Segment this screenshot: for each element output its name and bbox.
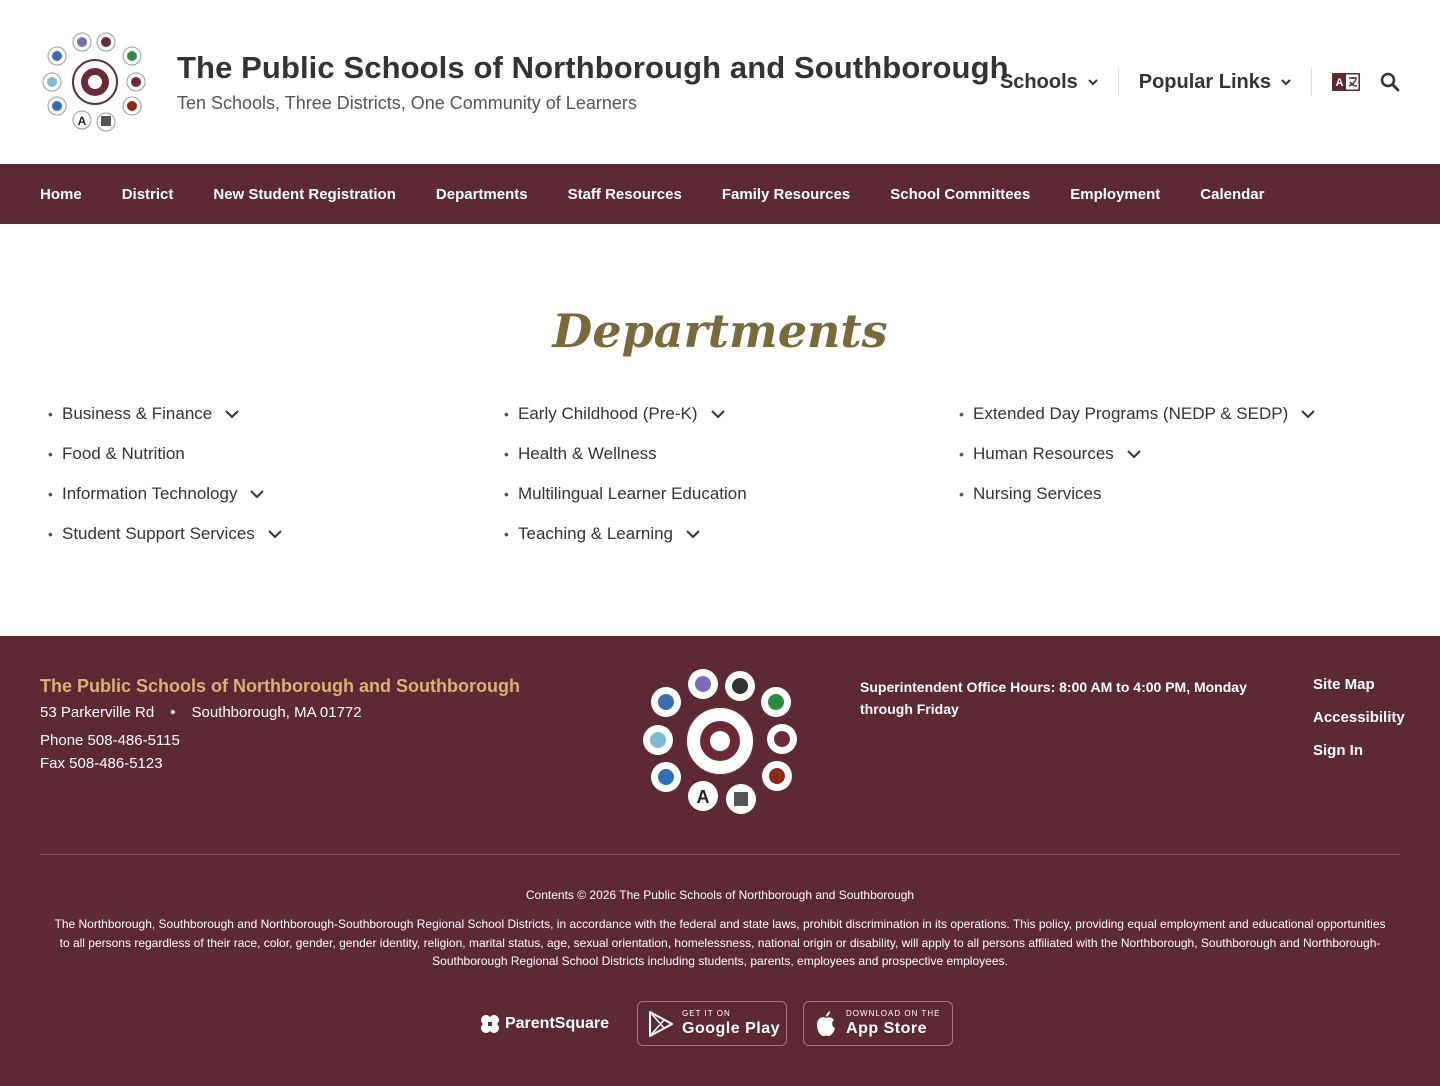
chevron-down-icon [1281, 78, 1291, 86]
department-item[interactable] [48, 434, 283, 474]
department-list-col-2 [504, 394, 747, 554]
department-item[interactable] [48, 514, 283, 554]
department-item[interactable] [504, 434, 747, 474]
department-label[interactable]: Information Technology [62, 484, 238, 503]
svg-text:A: A [696, 787, 710, 807]
nav-calendar[interactable]: Calendar [1200, 185, 1265, 203]
expand-chevron-icon[interactable] [249, 489, 265, 499]
expand-chevron-icon[interactable] [267, 529, 283, 539]
sign-in-link[interactable]: Sign In [1313, 742, 1363, 759]
footer-address [40, 704, 362, 721]
main-navigation [0, 164, 1440, 224]
app-store-big-text: App Store [846, 1020, 927, 1037]
department-item[interactable] [959, 394, 1316, 434]
nav-employment[interactable]: Employment [1070, 185, 1161, 203]
department-item[interactable] [959, 474, 1316, 514]
department-list-col-3 [959, 394, 1316, 514]
bullet: • [504, 486, 509, 502]
bullet: • [504, 446, 509, 462]
nav-school-committees[interactable]: School Committees [890, 185, 1031, 203]
popular-links-dropdown[interactable] [1119, 71, 1311, 94]
bullet: • [48, 406, 53, 422]
main-content [0, 224, 1440, 636]
search-button[interactable] [1380, 72, 1400, 92]
google-play-small-text: GET IT ON [682, 1009, 731, 1018]
department-label[interactable]: Food & Nutrition [62, 444, 185, 463]
divider [1311, 68, 1312, 96]
department-label[interactable]: Human Resources [973, 444, 1114, 463]
translate-button[interactable] [1332, 73, 1360, 91]
department-item[interactable] [504, 514, 747, 554]
department-item[interactable] [504, 394, 747, 434]
app-store-small-text: DOWNLOAD ON THE [846, 1009, 941, 1018]
nav-family-resources[interactable]: Family Resources [721, 185, 851, 203]
nav-district[interactable]: District [121, 185, 174, 203]
department-label[interactable]: Early Childhood (Pre-K) [518, 404, 698, 423]
schools-dropdown[interactable] [980, 71, 1118, 94]
non-discrimination-notice: The Northborough, Southborough and Northborough-Southborough Regional School Districts, in accordance with the federal and state laws, prohibit discrimination in its operations. This policy, providing equal employment and educational opportunities to all persons regardless of their race, color, gender, gender identity, religion, marital status, age, sexual orientation, homelessness, national origin or disability, will apply to all persons affiliated with the Northborough, Southborough and Northborough-Southborough Regional School Districts including students, parents, employees and prospective employees. [54, 917, 1386, 968]
department-item[interactable] [48, 394, 283, 434]
chevron-down-icon [1088, 78, 1098, 86]
bullet: • [48, 526, 53, 542]
site-header [0, 0, 1440, 164]
app-store-badge[interactable] [803, 1001, 953, 1046]
nav-home[interactable]: Home [40, 185, 82, 203]
site-map-link[interactable]: Site Map [1313, 676, 1375, 693]
footer-fax: Fax 508-486-5123 [40, 755, 163, 772]
bullet: • [959, 406, 964, 422]
site-title[interactable]: The Public Schools of Northborough and Southborough [177, 50, 1009, 85]
footer-divider [40, 854, 1400, 855]
footer-district-name: The Public Schools of Northborough and Southborough [40, 676, 520, 696]
nav-new-student-registration[interactable]: New Student Registration [213, 185, 396, 203]
google-play-icon [648, 1010, 674, 1038]
footer-office-hours: Superintendent Office Hours: 8:00 AM to 4:00 PM, Monday through Friday [860, 679, 1247, 717]
app-badges [0, 1001, 1440, 1046]
site-tagline: Ten Schools, Three Districts, One Community of Learners [177, 93, 637, 113]
district-logo[interactable] [40, 30, 150, 134]
parentsquare-link[interactable] [479, 1013, 609, 1035]
department-item[interactable] [48, 474, 283, 514]
department-item[interactable] [959, 434, 1316, 474]
header-utility-nav [980, 66, 1400, 98]
expand-chevron-icon[interactable] [685, 529, 701, 539]
site-footer [0, 636, 1440, 1086]
separator-dot: • [170, 704, 176, 721]
footer-copyright: Contents © 2026 The Public Schools of Northborough and Southborough [525, 888, 915, 902]
page-title: Departments [552, 304, 888, 358]
popular-links-label: Popular Links [1138, 70, 1271, 93]
bullet: • [504, 526, 509, 542]
department-list-col-1 [48, 394, 283, 554]
department-label[interactable]: Nursing Services [973, 484, 1102, 503]
nav-staff-resources[interactable]: Staff Resources [567, 185, 682, 203]
bullet: • [48, 486, 53, 502]
expand-chevron-icon[interactable] [710, 409, 726, 419]
google-play-big-text: Google Play [682, 1020, 780, 1037]
svg-text:A: A [1335, 77, 1344, 89]
department-label[interactable]: Teaching & Learning [518, 524, 674, 543]
footer-phone[interactable]: Phone 508-486-5115 [40, 732, 180, 749]
parentsquare-label: ParentSquare [504, 1014, 610, 1032]
bullet: • [959, 446, 964, 462]
schools-label: Schools [999, 70, 1078, 93]
bullet: • [504, 406, 509, 422]
translate-icon [1332, 73, 1360, 91]
footer-district-logo [640, 666, 802, 816]
search-icon [1380, 72, 1400, 92]
bullet: • [48, 446, 53, 462]
expand-chevron-icon[interactable] [1126, 449, 1142, 459]
bullet: • [959, 486, 964, 502]
expand-chevron-icon[interactable] [224, 409, 240, 419]
parentsquare-icon [479, 1013, 501, 1035]
footer-street: 53 Parkerville Rd [40, 704, 155, 721]
department-label[interactable]: Business & Finance [62, 404, 213, 423]
apple-icon [814, 1010, 838, 1038]
footer-links [1313, 676, 1405, 775]
accessibility-link[interactable]: Accessibility [1313, 709, 1405, 726]
svg-text:A: A [77, 114, 87, 128]
nav-departments[interactable]: Departments [435, 185, 528, 203]
department-label[interactable]: Multilingual Learner Education [518, 484, 747, 503]
google-play-badge[interactable] [637, 1001, 787, 1046]
department-label[interactable]: Student Support Services [62, 524, 255, 543]
department-label[interactable]: Extended Day Programs (NEDP & SEDP) [973, 404, 1289, 423]
department-item[interactable] [504, 474, 747, 514]
expand-chevron-icon[interactable] [1300, 409, 1316, 419]
footer-city: Southborough, MA 01772 [191, 704, 362, 721]
department-label[interactable]: Health & Wellness [518, 444, 657, 463]
